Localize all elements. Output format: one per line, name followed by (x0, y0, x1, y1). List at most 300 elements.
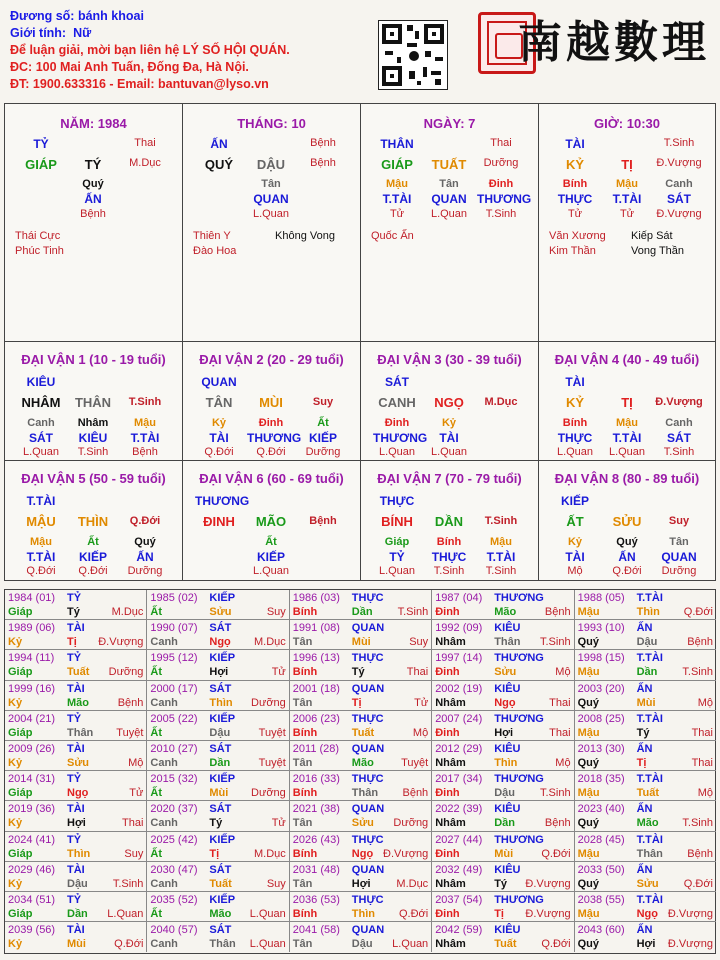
year-branch: Thìn (67, 847, 91, 860)
luck-cell (183, 342, 361, 461)
hidden-phase: Bệnh (132, 446, 158, 458)
luck-branch: DẦN (434, 514, 464, 529)
year-branch: Mão (351, 757, 374, 769)
year-stem: Tân (292, 938, 313, 951)
year-label: 1990 (07) (150, 622, 198, 635)
year-label: 2016 (33) (292, 773, 340, 786)
year-cell (147, 862, 289, 892)
year-label: 2032 (49) (435, 863, 483, 876)
year-branch: Dần (636, 666, 658, 679)
year-phase: L.Quan (249, 908, 286, 920)
year-label: 2021 (38) (292, 803, 340, 816)
subject-name-line: Đương số: bánh khoai (10, 9, 144, 23)
hidden-stem: Bính (562, 417, 588, 429)
year-stem: Quý (577, 938, 599, 951)
year-branch: Ngọ (636, 908, 658, 920)
year-label: 1986 (03) (292, 592, 340, 604)
hidden-stem: Tân (261, 178, 281, 190)
year-cell (147, 711, 289, 741)
luck-title: ĐẠI VẬN 6 (60 - 69 tuổi) (199, 471, 344, 486)
year-phase: Dưỡng (251, 696, 286, 709)
year-cell (575, 741, 716, 771)
year-cell (290, 922, 432, 952)
year-cell (290, 832, 432, 862)
hidden-star: ẤN (84, 192, 102, 206)
year-star: THƯƠNG (494, 894, 544, 906)
year-stem: Ất (150, 787, 162, 800)
luck-cell (361, 461, 539, 580)
year-star: T.TÀI (636, 894, 663, 906)
year-branch: Mùi (636, 696, 656, 709)
luck-star: SÁT (385, 375, 409, 389)
pillar-title: NĂM: 1984 (60, 116, 127, 131)
year-cell (290, 590, 432, 620)
year-cell (432, 832, 574, 862)
year-cell (290, 620, 432, 650)
year-star: ẤN (636, 622, 653, 635)
year-branch: Ngọ (67, 787, 89, 800)
hidden-stem: Bính (562, 178, 588, 190)
year-cell (147, 590, 289, 620)
hidden-phase: Dưỡng (305, 446, 341, 458)
year-stem: Giáp (8, 606, 33, 618)
luck-phase: Đ.Vượng (655, 396, 703, 408)
year-phase: Tuyệt (116, 726, 144, 739)
year-cell (432, 711, 574, 741)
pillar-stem-star: ẤN (210, 137, 228, 151)
luck-star: THỰC (379, 494, 415, 508)
year-phase: Mộ (697, 696, 713, 709)
luck-cell (539, 342, 715, 461)
year-branch: Dậu (209, 726, 231, 739)
year-cell (290, 801, 432, 831)
year-label: 2017 (34) (435, 773, 483, 786)
hidden-phase: Q.Đới (26, 565, 56, 577)
year-stem: Canh (150, 877, 178, 890)
year-star: THỰC (351, 652, 384, 665)
year-branch: Tị (494, 908, 504, 920)
year-star: KIẾP (209, 894, 236, 906)
hidden-stem: Kỷ (567, 536, 583, 548)
special-star: Phúc Tinh (15, 245, 64, 257)
year-stem: Đinh (435, 787, 460, 800)
year-branch: Hợi (351, 877, 371, 890)
year-phase: Q.Đới (683, 877, 713, 890)
year-star: ẤN (636, 743, 653, 755)
pillar-stem: GIÁP (25, 157, 57, 172)
year-label: 1999 (16) (8, 682, 56, 695)
year-star: KIÊU (494, 682, 521, 695)
year-stem: Giáp (8, 666, 33, 679)
year-star: TÀI (67, 803, 85, 816)
year-branch: Thìn (209, 696, 233, 709)
year-cell (432, 681, 574, 711)
year-star: TÀI (67, 743, 85, 755)
luck-title: ĐẠI VẬN 7 (70 - 79 tuổi) (377, 471, 522, 486)
pillar-stem: KỶ (565, 157, 585, 172)
year-label: 2012 (29) (435, 743, 483, 755)
year-phase: Thai (549, 726, 571, 739)
year-label: 2020 (37) (150, 803, 198, 816)
hidden-star: T.TÀI (130, 431, 160, 445)
year-branch: Hợi (494, 726, 514, 739)
luck-branch: THÌN (77, 514, 109, 529)
year-star: ẤN (636, 682, 653, 695)
year-label: 1994 (11) (8, 652, 55, 665)
hidden-phase: Q.Đới (612, 565, 642, 577)
pillar-branch: TUẤT (431, 157, 467, 172)
pillar-stem-star: THÂN (380, 137, 414, 151)
year-branch: Thân (636, 847, 663, 860)
year-phase: T.Sinh (540, 787, 571, 800)
year-stem: Kỷ (8, 696, 23, 709)
year-label: 1992 (09) (435, 622, 483, 635)
year-cell (290, 862, 432, 892)
year-phase: M.Dục (254, 636, 286, 649)
hidden-star: TỶ (389, 550, 405, 564)
year-stem: Bính (292, 787, 318, 800)
year-stem: Kỷ (8, 757, 23, 769)
hidden-star: ẤN (136, 550, 154, 564)
year-cell (5, 741, 147, 771)
year-stem: Mậu (577, 606, 600, 618)
year-phase: Q.Đới (683, 606, 713, 618)
year-label: 2025 (42) (150, 833, 198, 846)
year-cell (5, 862, 147, 892)
luck-phase: T.Sinh (484, 515, 518, 527)
year-stem: Nhâm (435, 757, 466, 769)
year-cell (575, 620, 716, 650)
phone-email-line: ĐT: 1900.633316 - Email: bantuvan@lyso.vn (10, 77, 269, 91)
year-star: T.TÀI (636, 652, 663, 665)
year-phase: L.Quan (107, 908, 144, 920)
hidden-phase: T.Sinh (433, 565, 465, 577)
luck-star: KIẾP (560, 494, 589, 508)
hidden-stem: Tân (439, 178, 459, 190)
year-branch: Hợi (67, 817, 86, 830)
year-branch: Sửu (494, 666, 517, 679)
year-label: 2022 (39) (435, 803, 483, 816)
year-label: 2023 (40) (577, 803, 625, 816)
year-phase: Đ.Vượng (383, 847, 429, 860)
year-label: 2018 (35) (577, 773, 625, 786)
year-branch: Tý (636, 726, 650, 739)
hidden-stem: Đinh (258, 417, 284, 429)
year-label: 2041 (58) (292, 924, 340, 937)
year-stem: Mậu (577, 726, 600, 739)
year-stem: Giáp (8, 847, 33, 860)
hidden-phase: T.Sinh (77, 446, 109, 458)
hidden-star: THƯƠNG (477, 192, 532, 206)
year-star: QUAN (351, 682, 385, 695)
year-label: 2003 (20) (577, 682, 625, 695)
year-cell (5, 620, 147, 650)
year-phase: M.Dục (254, 847, 286, 860)
year-label: 2013 (30) (577, 743, 625, 755)
special-star: Không Vong (275, 230, 335, 242)
year-phase: Dưỡng (108, 666, 144, 679)
year-stem: Nhâm (435, 877, 466, 890)
year-branch: Hợi (209, 666, 229, 679)
year-branch: Tý (209, 817, 223, 830)
luck-stem: TÂN (205, 395, 233, 410)
annual-luck-table (4, 589, 716, 954)
luck-star: T.TÀI (26, 494, 56, 508)
special-star: Thiên Y (193, 230, 231, 242)
year-cell (5, 650, 147, 680)
hidden-phase: T.Sinh (485, 565, 517, 577)
year-branch: Ngọ (494, 696, 516, 709)
luck-title: ĐẠI VẬN 5 (50 - 59 tuổi) (21, 471, 166, 486)
special-star: Đào Hoa (193, 245, 237, 257)
year-stem: Tân (292, 696, 313, 709)
hidden-stem: Bính (436, 536, 462, 548)
year-stem: Bính (292, 726, 318, 739)
luck-stem: NHÂM (21, 395, 61, 410)
year-star: THƯƠNG (494, 712, 544, 725)
year-cell (5, 801, 147, 831)
year-phase: Bệnh (402, 787, 429, 800)
hidden-stem: Mậu (616, 417, 638, 429)
year-cell (432, 801, 574, 831)
year-cell (575, 862, 716, 892)
year-phase: Thai (549, 696, 571, 709)
luck-branch: SỬU (612, 514, 642, 529)
year-star: KIÊU (494, 743, 521, 755)
year-stem: Quý (577, 817, 599, 830)
pillar-title: NGÀY: 7 (423, 116, 476, 131)
special-star: Thái Cực (15, 230, 61, 242)
hidden-stem: Kỷ (211, 417, 227, 429)
pillar-cell (539, 104, 715, 342)
year-label: 1995 (12) (150, 652, 198, 665)
year-star: SÁT (209, 803, 232, 816)
year-phase: Suy (266, 606, 286, 618)
luck-star: THƯƠNG (195, 494, 250, 508)
year-stem: Kỷ (8, 938, 23, 951)
year-branch: Tuất (636, 787, 659, 800)
year-phase: Tử (129, 787, 144, 800)
year-cell (575, 650, 716, 680)
year-label: 1998 (15) (577, 652, 625, 665)
year-phase: Thai (121, 817, 144, 830)
year-star: KIÊU (494, 803, 521, 816)
year-branch: Mão (494, 606, 517, 618)
pillar-stem-star: TÀI (565, 137, 585, 151)
year-label: 2008 (25) (577, 712, 625, 725)
hidden-star: TÀI (439, 431, 459, 445)
year-star: TÀI (67, 682, 85, 695)
hidden-phase: Q.Đới (256, 446, 286, 458)
luck-stem: ẤT (566, 514, 584, 529)
hidden-phase: L.Quan (252, 565, 290, 577)
year-phase: Q.Đới (398, 908, 429, 920)
year-star: KIÊU (494, 622, 521, 635)
hidden-phase: L.Quan (378, 565, 416, 577)
year-stem: Bính (292, 666, 318, 679)
year-stem: Ất (150, 726, 162, 739)
hidden-phase: L.Quan (252, 208, 290, 220)
year-branch: Ngọ (209, 636, 231, 649)
hidden-star: TÀI (565, 550, 585, 564)
year-label: 2038 (55) (577, 894, 625, 906)
year-stem: Nhâm (435, 938, 466, 951)
hidden-stem: Canh (665, 178, 693, 190)
pillar-title: THÁNG: 10 (237, 116, 306, 131)
year-phase: T.Sinh (682, 666, 713, 679)
luck-phase: T.Sinh (128, 396, 162, 408)
year-stem: Đinh (435, 847, 460, 860)
pillar-stem: GIÁP (381, 157, 413, 172)
year-label: 2019 (36) (8, 803, 56, 816)
year-phase: Bệnh (117, 696, 144, 709)
year-star: ẤN (636, 924, 653, 937)
year-label: 2002 (19) (435, 682, 483, 695)
hidden-phase: T.Sinh (663, 446, 695, 458)
hidden-star: KIÊU (78, 431, 108, 445)
year-label: 2033 (50) (577, 863, 625, 876)
pillar-cell (183, 104, 361, 342)
year-phase: Suy (124, 847, 144, 860)
year-phase: Q.Đới (541, 847, 571, 860)
year-phase: Tuyệt (258, 757, 286, 769)
bazi-chart (4, 103, 716, 581)
year-stem: Giáp (8, 908, 33, 920)
hidden-star: T.TÀI (486, 550, 516, 564)
hidden-phase: L.Quan (430, 446, 468, 458)
year-cell (290, 681, 432, 711)
year-label: 1989 (06) (8, 622, 56, 635)
year-branch: Dậu (351, 938, 373, 951)
luck-title: ĐẠI VẬN 1 (10 - 19 tuổi) (21, 352, 166, 367)
luck-title: ĐẠI VẬN 8 (80 - 89 tuổi) (554, 471, 700, 486)
pillar-phase: M.Dục (129, 157, 161, 169)
year-star: ẤN (636, 863, 653, 876)
year-branch: Ngọ (351, 847, 374, 860)
year-branch: Mùi (494, 847, 514, 860)
pillar-phase: T.Sinh (663, 137, 695, 149)
special-star: Vong Thần (631, 245, 685, 257)
year-phase: Tuyệt (401, 757, 429, 769)
year-star: KIẾP (209, 592, 236, 604)
hidden-stem: Mậu (134, 417, 156, 429)
hidden-stem: Đinh (384, 417, 410, 429)
year-cell (147, 681, 289, 711)
hidden-phase: L.Quan (556, 446, 594, 458)
year-branch: Dần (494, 817, 515, 830)
year-branch: Tị (209, 847, 220, 860)
year-cell (575, 801, 716, 831)
year-stem: Quý (577, 877, 599, 890)
hidden-stem: Mậu (616, 178, 638, 190)
year-star: THỰC (351, 773, 384, 786)
year-stem: Quý (577, 757, 599, 769)
hidden-stem: Tân (669, 536, 689, 548)
year-branch: Dần (209, 757, 231, 769)
year-stem: Mậu (577, 908, 600, 920)
year-branch: Thìn (636, 606, 660, 618)
year-cell (432, 650, 574, 680)
hidden-star: KIẾP (308, 431, 337, 445)
year-branch: Mão (67, 696, 89, 709)
year-star: SÁT (209, 863, 232, 876)
hidden-phase: Tử (619, 208, 635, 220)
year-branch: Mão (209, 908, 232, 920)
luck-star: KIÊU (26, 375, 56, 389)
year-label: 1997 (14) (435, 652, 483, 665)
year-star: THƯƠNG (494, 833, 544, 846)
luck-stem: CANH (378, 395, 416, 410)
luck-branch: TỊ (621, 395, 633, 410)
year-phase: Tử (271, 817, 286, 830)
qr-code-icon[interactable] (378, 20, 448, 90)
year-star: TỶ (67, 773, 82, 786)
year-phase: L.Quan (392, 938, 429, 951)
special-star: Kim Thần (549, 245, 596, 257)
year-star: THỰC (351, 894, 384, 906)
luck-cell (183, 461, 361, 580)
year-stem: Giáp (8, 726, 33, 739)
luck-cell (361, 342, 539, 461)
year-branch: Mão (636, 817, 659, 830)
year-label: 2040 (57) (150, 924, 198, 937)
hidden-stem: Quý (134, 536, 156, 548)
hidden-stem: Đinh (488, 178, 514, 190)
luck-branch: NGỌ (434, 395, 464, 410)
year-star: TỶ (67, 592, 82, 604)
year-cell (432, 922, 574, 952)
year-phase: Đ.Vượng (98, 636, 144, 649)
year-phase: M.Dục (396, 877, 429, 890)
hidden-stem: Canh (27, 417, 55, 429)
year-star: SÁT (209, 924, 232, 937)
year-cell (5, 922, 147, 952)
year-branch: Sửu (636, 877, 659, 890)
year-phase: Đ.Vượng (525, 877, 571, 890)
luck-phase: M.Dục (484, 396, 518, 408)
year-stem: Bính (292, 606, 318, 618)
year-star: KIẾP (209, 773, 236, 786)
year-label: 2024 (41) (8, 833, 56, 846)
year-phase: Dưỡng (393, 817, 429, 830)
year-label: 2014 (31) (8, 773, 56, 786)
hidden-stem: Quý (82, 178, 104, 190)
year-branch: Mùi (209, 787, 229, 800)
hidden-phase: L.Quan (430, 208, 468, 220)
year-cell (147, 922, 289, 952)
year-cell (575, 922, 716, 952)
year-branch: Thân (494, 636, 521, 649)
year-cell (147, 892, 289, 922)
year-label: 1996 (13) (292, 652, 340, 665)
contact-line: Để luận giải, mời bạn liên hệ LÝ SỐ HỘI QUÁN. (10, 43, 290, 57)
year-phase: Bệnh (544, 817, 571, 830)
year-phase: Tử (414, 696, 429, 709)
luck-phase: Bệnh (309, 515, 337, 527)
hidden-star: ẤN (618, 550, 636, 564)
year-stem: Bính (292, 908, 318, 920)
year-phase: T.Sinh (112, 877, 144, 890)
year-stem: Đinh (435, 606, 460, 618)
hidden-phase: T.Sinh (485, 208, 517, 220)
pillar-stem-star: TỶ (33, 137, 49, 151)
year-stem: Canh (150, 696, 178, 709)
year-stem: Ất (150, 606, 162, 618)
year-cell (575, 771, 716, 801)
luck-phase: Suy (312, 396, 334, 408)
year-stem: Tân (292, 757, 313, 769)
year-branch: Tuất (67, 666, 90, 679)
